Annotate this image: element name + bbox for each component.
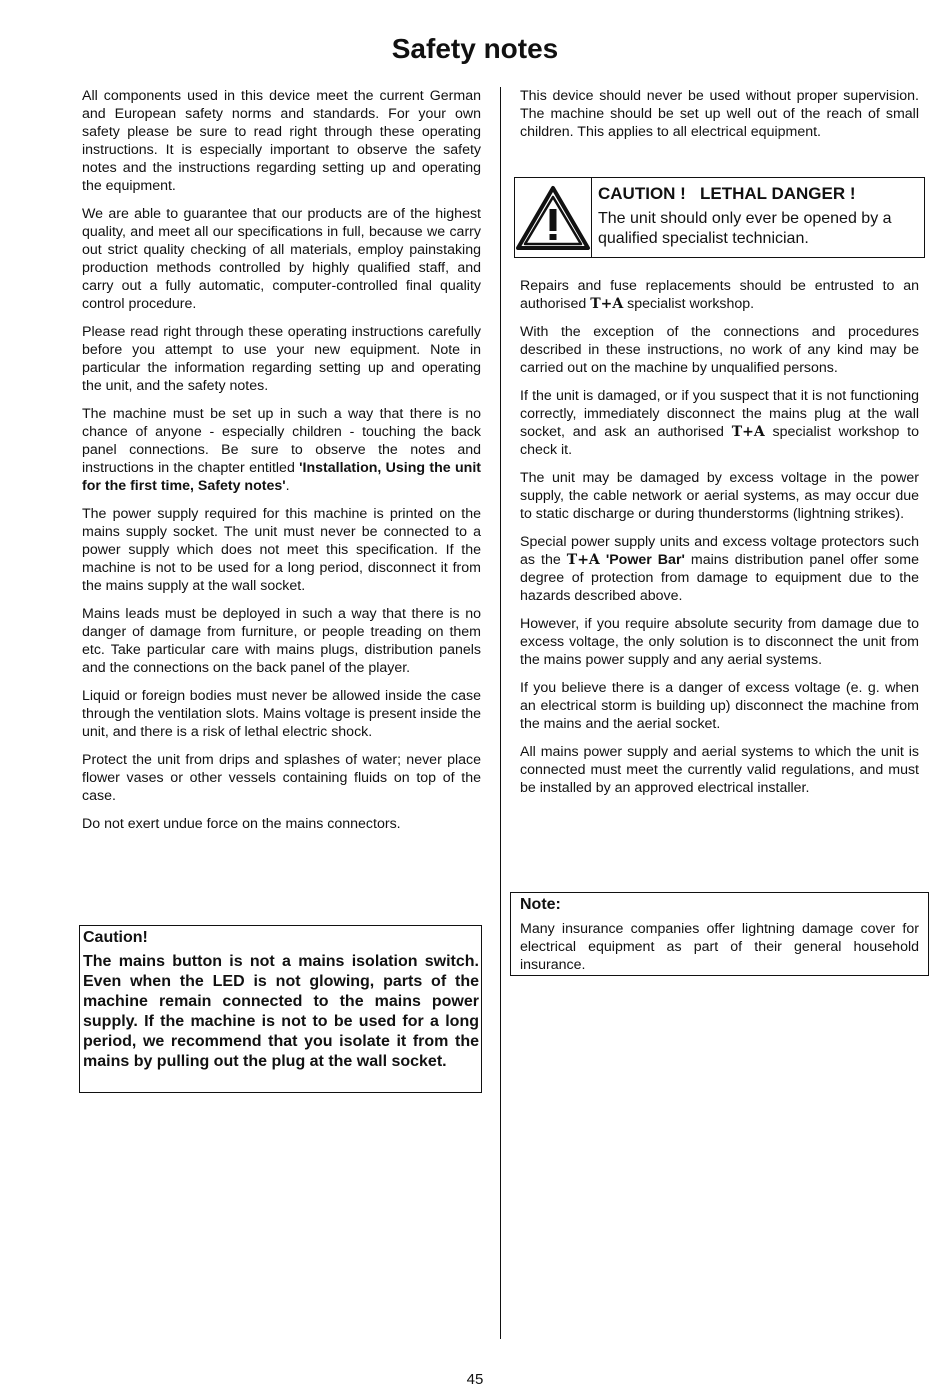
brand-logo: T+A <box>731 424 765 440</box>
paragraph-text: specialist workshop to check it. <box>520 424 919 458</box>
paragraph: Liquid or foreign bodies must never be allowed inside the case through the ventilation slots. Mains voltage is present inside the unit, and there is a risk of lethal electric shock. <box>82 688 481 740</box>
paragraph: With the exception of the connections and procedures described in these instructions, no work of any kind may be carried out on the machine by unqualified persons. <box>520 324 919 376</box>
left-column <box>82 87 481 843</box>
paragraph: Mains leads must be deployed in such a way that there is no danger of damage from furniture, or people treading on them etc. Take particular care with mains plugs, distribution panels and the connections on the back panel of the player. <box>82 606 481 676</box>
column-divider <box>500 87 501 1339</box>
danger-title: CAUTION ! LETHAL DANGER ! <box>598 184 856 203</box>
right-column <box>520 87 919 151</box>
paragraph: Protect the unit from drips and splashes of water; never place flower vases or other vessels containing fluids on top of the case. <box>82 752 481 804</box>
paragraph: All components used in this device meet the current German and European safety norms and standards. For your own safety please be sure to read right through these operating instructions. It is especially important to observe the safety notes and the instructions regarding setting up and operating the equipment. <box>82 88 481 194</box>
right-column-continued <box>520 277 919 807</box>
caution-title: Caution! <box>83 929 148 946</box>
paragraph <box>520 387 919 459</box>
paragraph: Please read right through these operating instructions carefully before you attempt to use your new equipment. Note in particular the information regarding setting up and operating the unit, and the safety notes. <box>82 324 481 394</box>
caution-box <box>79 925 482 1093</box>
brand-logo: T+A <box>566 552 600 568</box>
note-body: Many insurance companies offer lightning damage cover for electrical equipment as part of their general household insurance. <box>520 921 919 973</box>
paragraph: If you believe there is a danger of excess voltage (e. g. when an electrical storm is building up) disconnect the machine from the mains and the aerial socket. <box>520 680 919 732</box>
danger-body: The unit should only ever be opened by a qualified specialist technician. <box>598 210 892 247</box>
note-box <box>510 892 929 976</box>
paragraph: This device should never be used without proper supervision. The machine should be set up well out of the reach of small children. This applies to all electrical equipment. <box>520 88 919 140</box>
warning-triangle-icon <box>515 185 591 251</box>
paragraph: The power supply required for this machine is printed on the mains supply socket. The unit must never be connected to a power supply which does not meet this specification. If the machine is not to be used for a long period, disconnect it from the mains supply at the wall socket. <box>82 506 481 594</box>
paragraph-text: Special power supply units and excess voltage protectors such as the <box>520 534 919 568</box>
paragraph <box>520 533 919 605</box>
paragraph-text: The machine must be set up in such a way that there is no chance of anyone - especially children - touching the back panel connections. Be sure to observe the notes and instructions in the chapter entitled <box>82 406 481 476</box>
paragraph: Do not exert undue force on the mains connectors. <box>82 816 401 832</box>
paragraph <box>520 277 919 313</box>
paragraph-text: mains distribution panel offer some degree of protection from damage to equipment due to the hazards described above. <box>520 552 919 604</box>
paragraph: All mains power supply and aerial systems to which the unit is connected must meet the currently valid regulations, and must be installed by an approved electrical installer. <box>520 744 919 796</box>
paragraph: We are able to guarantee that our products are of the highest quality, and meet all our specifications in full, because we carry out strict quality checking of all materials, employ painstaking production methods controlled by highly qualified staff, and carry out a fully automatic, computer-controlled final quality control procedure. <box>82 206 481 312</box>
danger-text <box>592 178 924 257</box>
lethal-danger-box <box>514 177 925 258</box>
page-title: Safety notes <box>391 33 559 64</box>
note-title: Note: <box>520 896 561 913</box>
paragraph-text: specialist workshop. <box>623 296 755 312</box>
chapter-reference: 'Installation, Using the unit for the first time, Safety notes' <box>82 460 481 494</box>
paragraph-text: If the unit is damaged, or if you suspect that it is not functioning correctly, immediately disconnect the mains plug at the wall socket, and ask an authorised <box>520 388 919 440</box>
paragraph: The unit may be damaged by excess voltage in the power supply, the cable network or aerial systems, as may occur due to static discharge or during thunderstorms (lightning strikes). <box>520 470 919 522</box>
paragraph <box>82 405 481 495</box>
paragraph: However, if you require absolute security from damage due to excess voltage, the only solution is to disconnect the unit from the mains power supply and any aerial systems. <box>520 616 919 668</box>
paragraph-text: . <box>285 478 290 494</box>
paragraph-text: Repairs and fuse replacements should be entrusted to an authorised <box>520 278 919 312</box>
caution-body: The mains button is not a mains isolation switch. Even when the LED is not glowing, parts of the machine remain connected to the mains power supply. If the machine is not to be used for a long period, we recommend that you isolate it from the mains by pulling out the plug at the wall socket. <box>83 953 479 1070</box>
product-name: 'Power Bar' <box>605 552 685 568</box>
warning-icon-cell <box>515 178 592 257</box>
page-number: 45 <box>466 1371 484 1388</box>
brand-logo: T+A <box>590 296 624 312</box>
